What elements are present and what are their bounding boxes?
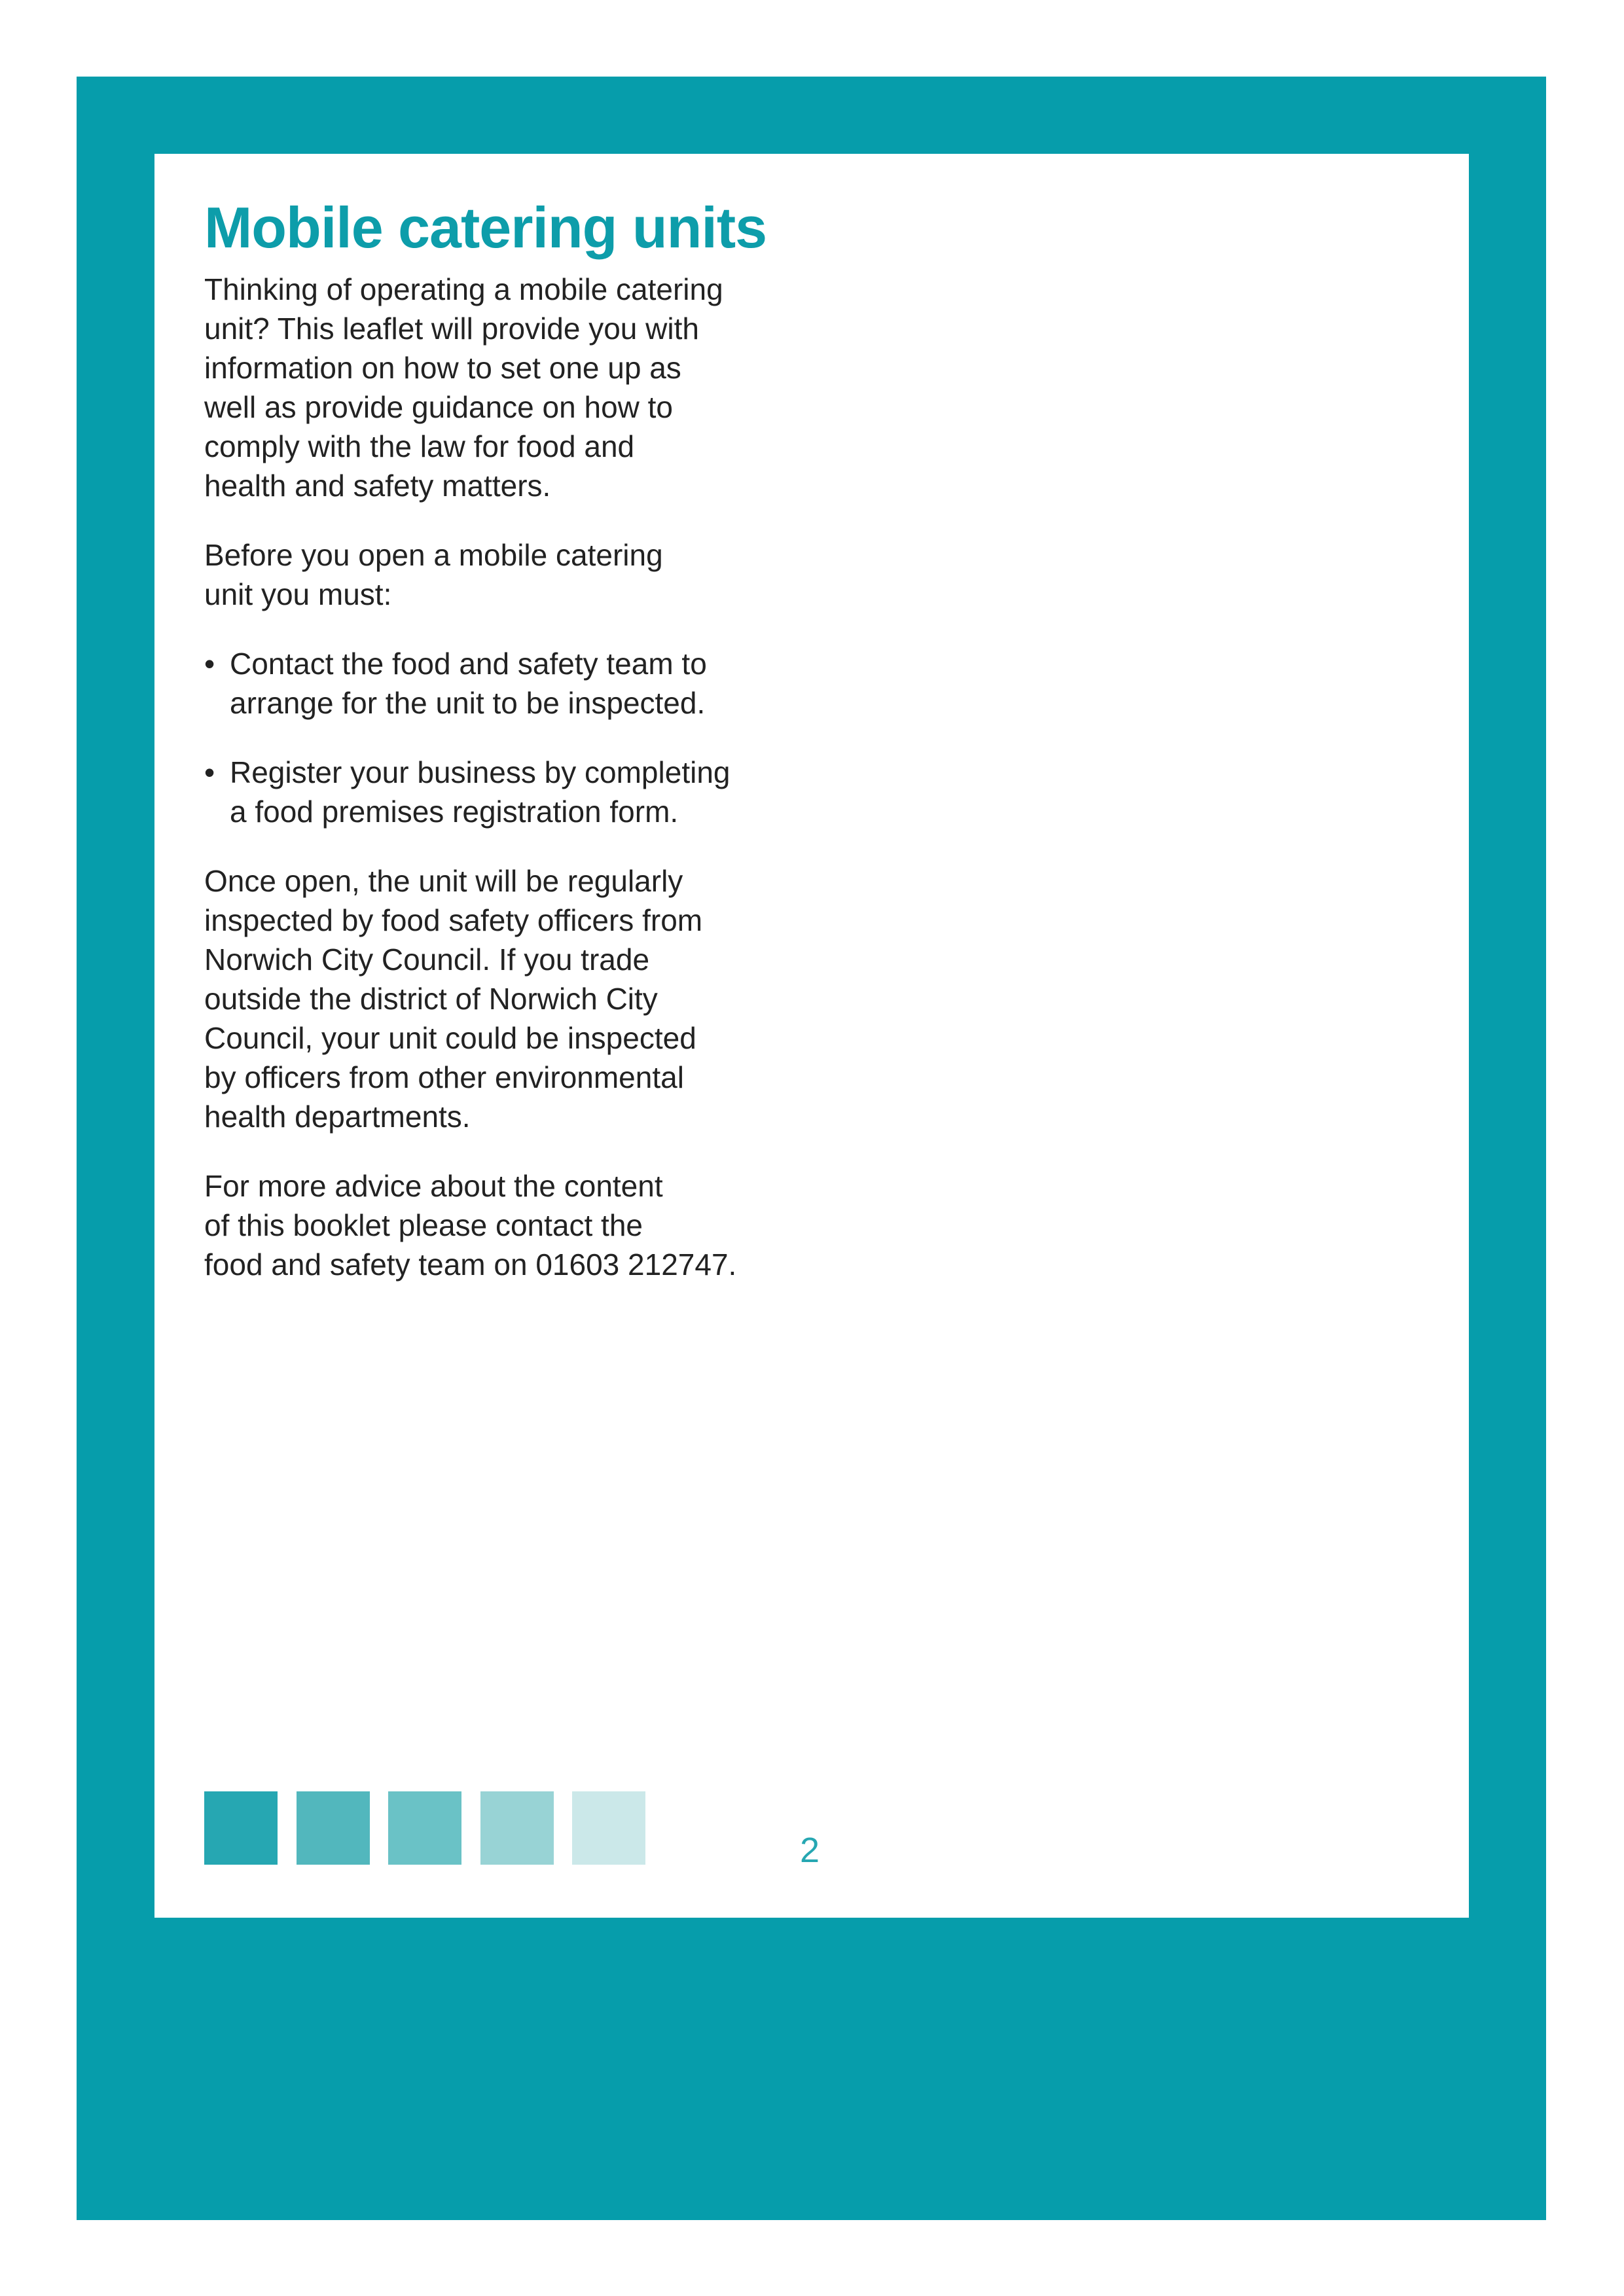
text-line: of this booklet please contact the [204,1208,643,1242]
text-line: health departments. [204,1100,471,1134]
text-line: arrange for the unit to be inspected. [230,686,706,720]
text-line: inspected by food safety officers from [204,903,703,937]
text-line: Before you open a mobile catering [204,538,663,572]
text-line: For more advice about the content [204,1169,663,1203]
body-text [204,270,859,1314]
list-item [204,753,859,831]
text-line: unit? This leaflet will provide you with [204,312,699,346]
text-line: health and safety matters. [204,469,551,503]
text-line: Once open, the unit will be regularly [204,864,683,898]
color-swatch-4 [480,1791,554,1865]
bullet-mark: • [204,647,215,681]
page-title: Mobile catering units [204,195,767,260]
intro-paragraph [204,270,859,505]
text-line: unit you must: [204,577,392,611]
color-swatch-3 [388,1791,461,1865]
once-open-paragraph [204,861,859,1136]
advice-paragraph [204,1166,859,1284]
before-paragraph [204,535,859,614]
text-line: Council, your unit could be inspected [204,1021,696,1055]
color-swatch-1 [204,1791,278,1865]
text-line: information on how to set one up as [204,351,681,385]
text-line: Norwich City Council. If you trade [204,942,650,977]
text-line: well as provide guidance on how to [204,390,674,424]
color-swatch-2 [297,1791,370,1865]
text-line: outside the district of Norwich City [204,982,658,1016]
text-line: comply with the law for food and [204,429,635,463]
page-number: 2 [800,1831,820,1870]
list-item [204,644,859,723]
text-line: Register your business by completing [230,755,731,789]
text-line: Thinking of operating a mobile catering [204,272,723,306]
text-line: a food premises registration form. [230,795,679,829]
color-swatch-5 [572,1791,645,1865]
bullet-mark: • [204,755,215,789]
requirements-list [204,644,859,831]
text-line: by officers from other environmental [204,1060,684,1094]
text-line: food and safety team on 01603 212747. [204,1247,737,1282]
text-line: Contact the food and safety team to [230,647,707,681]
